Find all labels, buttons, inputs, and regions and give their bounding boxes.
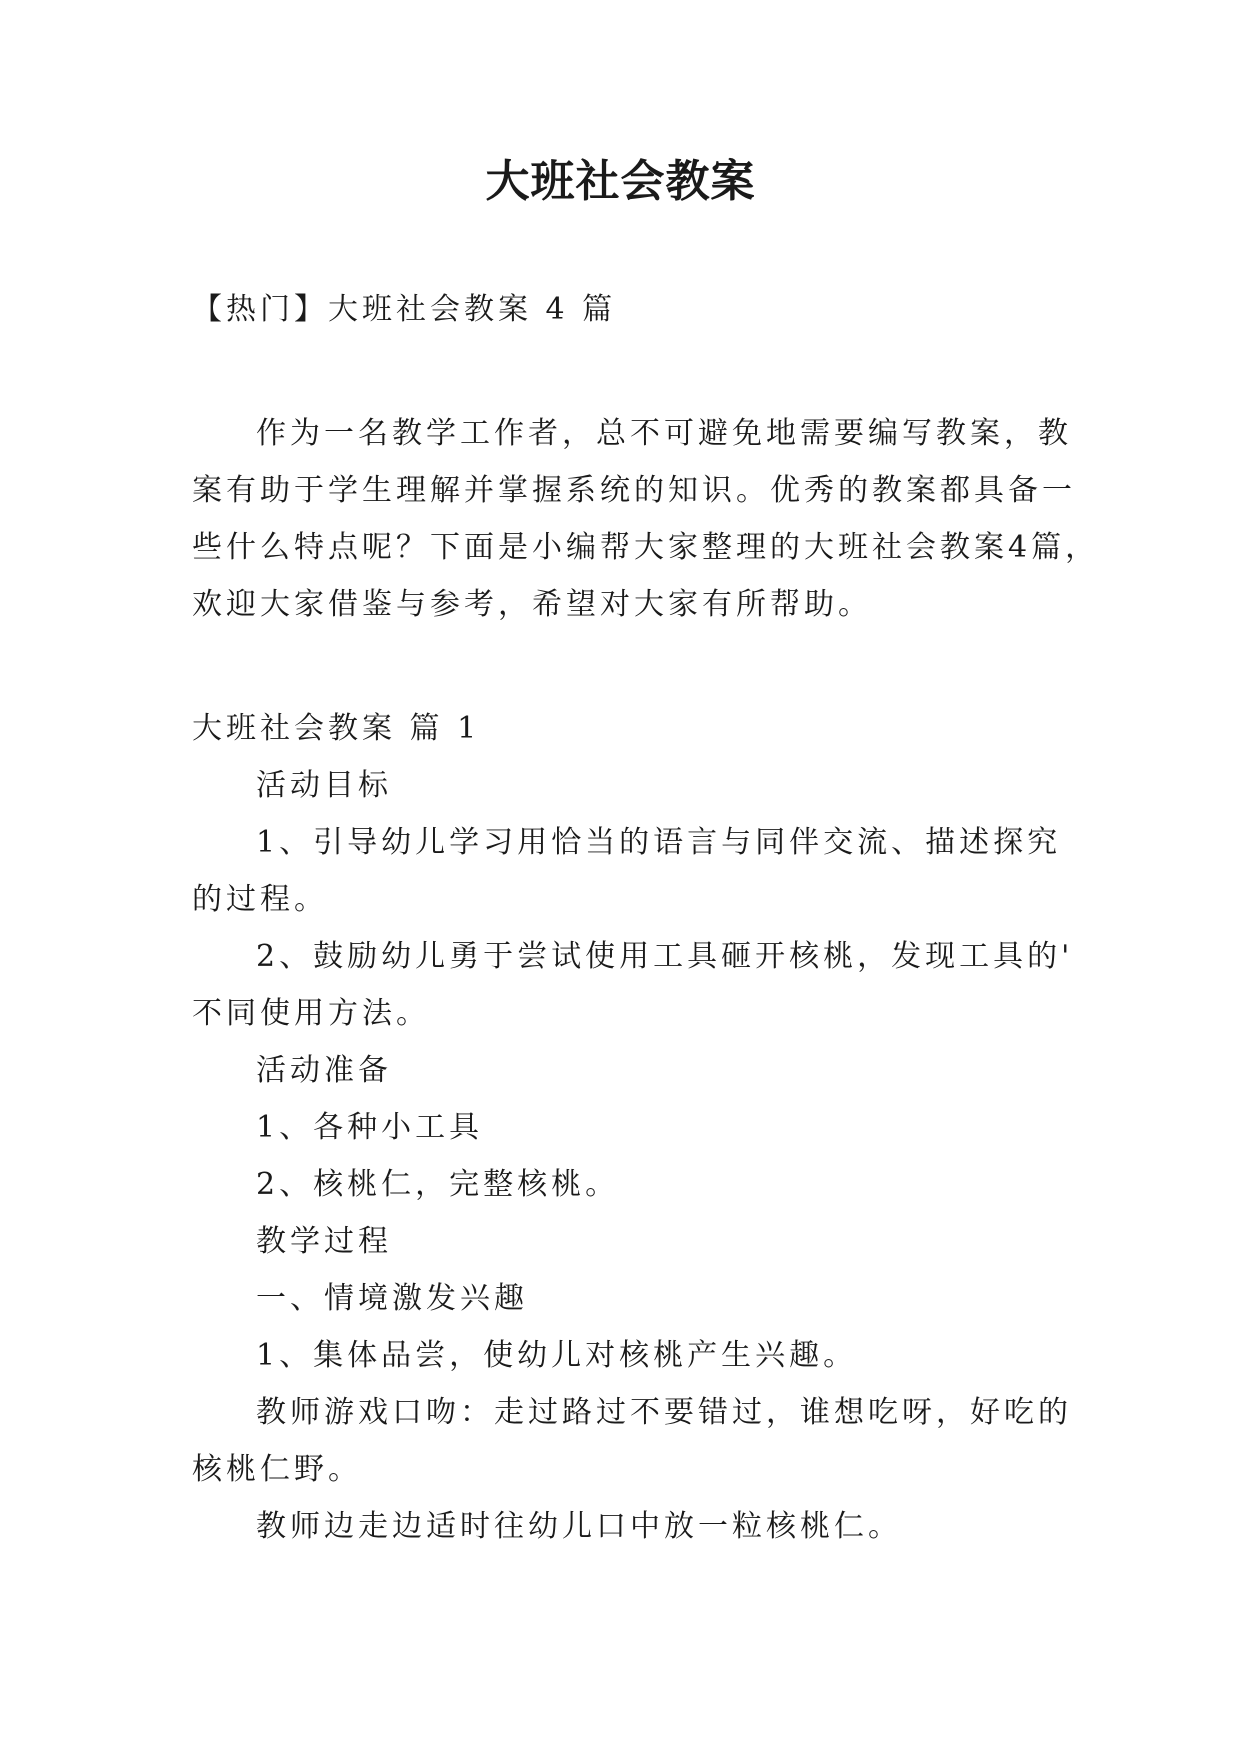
body-line: 1、各种小工具 bbox=[256, 1110, 484, 1145]
body-line: 活动目标 bbox=[256, 768, 392, 803]
document-subtitle: 【热门】大班社会教案 4 篇 bbox=[192, 292, 617, 327]
intro-line: 案有助于学生理解并掌握系统的知识。优秀的教案都具备一 bbox=[192, 473, 1076, 508]
body-line: 核桃仁野。 bbox=[192, 1452, 362, 1487]
body-line: 教师游戏口吻：走过路过不要错过，谁想吃呀，好吃的 bbox=[256, 1395, 1072, 1430]
body-line: 一、情境激发兴趣 bbox=[256, 1281, 528, 1316]
intro-line: 些什么特点呢？下面是小编帮大家整理的大班社会教案4篇， bbox=[192, 530, 1100, 565]
intro-line: 作为一名教学工作者，总不可避免地需要编写教案，教 bbox=[256, 416, 1072, 451]
body-line: 教师边走边适时往幼儿口中放一粒核桃仁。 bbox=[256, 1509, 902, 1544]
body-line: 不同使用方法。 bbox=[192, 996, 430, 1031]
section-heading: 大班社会教案 篇 1 bbox=[192, 711, 481, 746]
body-line: 1、引导幼儿学习用恰当的语言与同伴交流、描述探究 bbox=[256, 825, 1062, 860]
intro-line: 欢迎大家借鉴与参考，希望对大家有所帮助。 bbox=[192, 587, 872, 622]
body-line: 2、核桃仁，完整核桃。 bbox=[256, 1167, 620, 1202]
body-line: 教学过程 bbox=[256, 1224, 392, 1259]
body-line: 1、集体品尝，使幼儿对核桃产生兴趣。 bbox=[256, 1338, 858, 1373]
body-line: 的过程。 bbox=[192, 882, 328, 917]
body-line: 活动准备 bbox=[256, 1053, 392, 1088]
document-title: 大班社会教案 bbox=[485, 156, 756, 207]
body-line: 2、鼓励幼儿勇于尝试使用工具砸开核桃，发现工具的' bbox=[256, 939, 1074, 974]
